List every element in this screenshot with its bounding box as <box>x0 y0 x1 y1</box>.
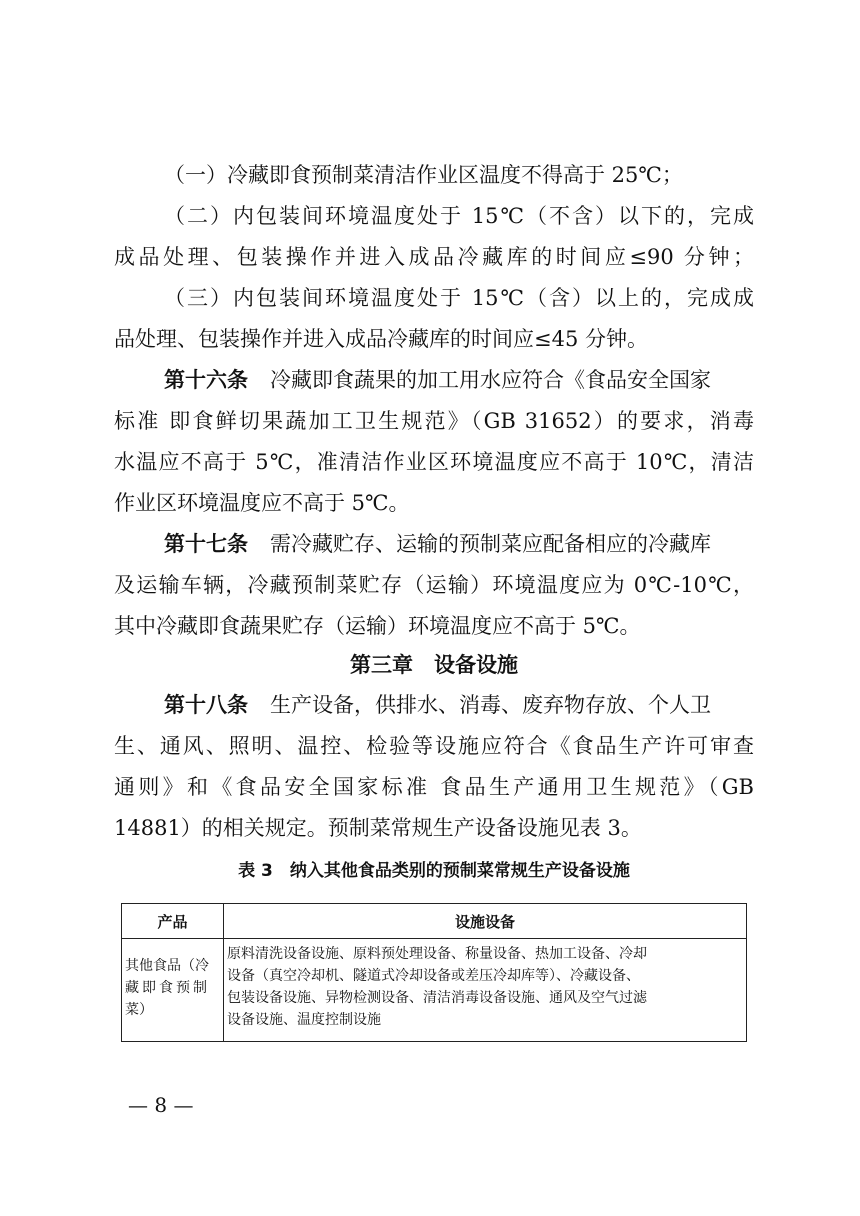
page-number: — 8 — <box>128 1093 194 1117</box>
article-17-text: 需冷藏贮存、运输的预制菜应配备相应的冷藏库 <box>270 532 711 556</box>
equipment-cell <box>224 939 747 1042</box>
article-16-line-1 <box>164 365 754 395</box>
chapter-title: 第三章 设备设施 <box>350 653 518 677</box>
clause-1: （一）冷藏即食预制菜清洁作业区温度不得高于 25℃； <box>164 163 683 187</box>
clause-3-line-2: 品处理、包装操作并进入成品冷藏库的时间应≤45 分钟。 <box>114 327 648 351</box>
product-line: 菜） <box>125 1002 153 1018</box>
clause-2-line-2: 成品处理、包装操作并进入成品冷藏库的时间应≤90 分钟； <box>114 245 754 269</box>
article-18-line-4: 14881）的相关规定。预制菜常规生产设备设施见表 3。 <box>114 816 642 840</box>
table-row <box>122 939 747 1042</box>
clause-2-line-1: （二）内包装间环境温度处于 15℃（不含）以下的，完成 <box>164 204 754 228</box>
equipment-table <box>121 903 747 1042</box>
product-cell <box>122 939 224 1042</box>
article-17-heading: 第十七条 <box>164 531 248 556</box>
article-16-line-4: 作业区环境温度应不高于 5℃。 <box>114 491 410 515</box>
article-16-line-2: 标准 即食鲜切果蔬加工卫生规范》（GB 31652）的要求，消毒 <box>114 409 754 433</box>
product-line: 藏即食预制 <box>125 980 210 996</box>
table-caption: 表 3 纳入其他食品类别的预制菜常规生产设备设施 <box>238 861 630 881</box>
header-product: 产品 <box>122 904 224 939</box>
article-17-line-2: 及运输车辆，冷藏预制菜贮存（运输）环境温度应为 0℃-10℃， <box>114 573 754 597</box>
article-17-line-3: 其中冷藏即食蔬果贮存（运输）环境温度应不高于 5℃。 <box>114 614 641 638</box>
article-16-heading: 第十六条 <box>164 367 248 392</box>
equipment-line: 原料清洗设备设施、原料预处理设备、称量设备、热加工设备、冷却 <box>227 946 647 962</box>
article-17-line-1 <box>164 529 754 559</box>
article-18-line-1 <box>164 690 754 720</box>
clause-3-line-1: （三）内包装间环境温度处于 15℃（含）以上的，完成成 <box>164 286 754 310</box>
article-18-line-2: 生、通风、照明、温控、检验等设施应符合《食品生产许可审查 <box>114 734 754 758</box>
equipment-line: 设备设施、温度控制设施 <box>227 1012 381 1028</box>
article-18-line-3: 通则》和《食品安全国家标准 食品生产通用卫生规范》（GB <box>114 775 754 799</box>
product-line: 其他食品（冷 <box>125 958 209 974</box>
equipment-line: 设备（真空冷却机、隧道式冷却设备或差压冷却库等）、冷藏设备、 <box>227 968 640 984</box>
header-equipment: 设施设备 <box>224 904 747 939</box>
article-18-text: 生产设备，供排水、消毒、废弃物存放、个人卫 <box>270 693 711 717</box>
article-18-heading: 第十八条 <box>164 692 248 717</box>
equipment-line: 包装设备设施、异物检测设备、清洁消毒设备设施、通风及空气过滤 <box>227 990 647 1006</box>
article-16-text: 冷藏即食蔬果的加工用水应符合《食品安全国家 <box>270 368 711 392</box>
table-header-row <box>122 904 747 939</box>
article-16-line-3: 水温应不高于 5℃，准清洁作业区环境温度应不高于 10℃，清洁 <box>114 450 754 474</box>
